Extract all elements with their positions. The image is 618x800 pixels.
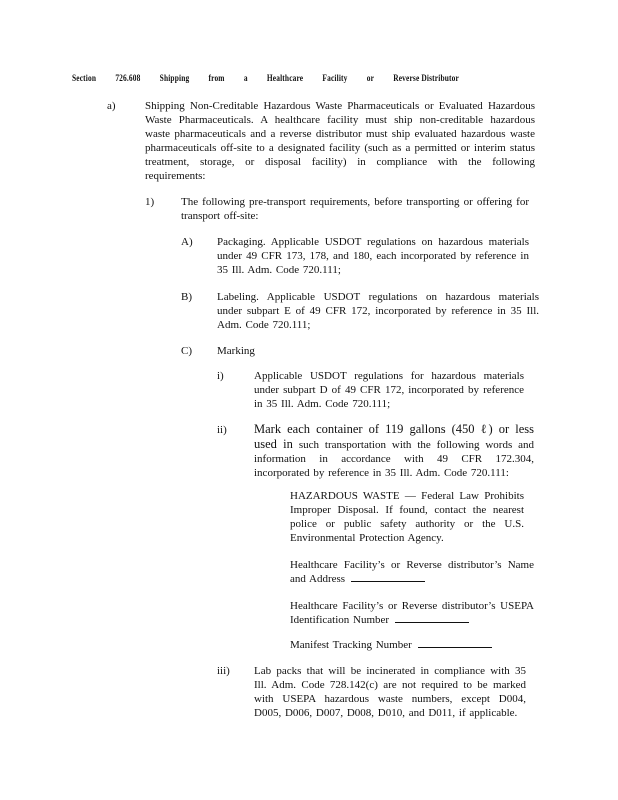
section-heading: [72, 74, 459, 84]
paragraph-i: Applicable USDOT regulations for hazardous materials under subpart D of 49 CFR 172, incorporated by reference in 35 Ill. Adm. Code 720.111;: [254, 370, 524, 410]
marker-C: C): [181, 345, 192, 357]
label-block-name-address: [290, 558, 534, 586]
paragraph-iii: Lab packs that will be incinerated in compliance with 35 Ill. Adm. Code 728.142(c) are not required to be marked with USEPA hazardous waste numbers, except D004, D005, D006, D007, D008, D010, and D011, if applicable.: [254, 665, 526, 719]
paragraph-A: Packaging. Applicable USDOT regulations on hazardous materials under 49 CFR 173, 178, and 180, each incorporated by reference in 35 Ill. Adm. Code 720.111;: [217, 236, 529, 276]
manifest-blank: [418, 638, 492, 648]
marker-1: 1): [145, 196, 155, 208]
section-title-3: a: [243, 74, 248, 84]
section-number: 726.608: [115, 74, 141, 84]
marker-B: B): [181, 291, 192, 303]
marker-A: A): [181, 236, 193, 248]
paragraph-a: Shipping Non-Creditable Hazardous Waste Pharmaceuticals or Evaluated Hazardous Waste Pharmaceuticals. A healthcare facility must ship non-creditable hazardous waste pharmaceuticals and a reverse distributor must ship evaluated hazardous waste pharmaceuticals off-site to a designated facility (such as a permitted or interim status treatment, storage, or disposal facility) in compliance with the following requirements:: [145, 100, 535, 182]
paragraph-ii: [254, 422, 534, 480]
section-title-4: Healthcare: [266, 74, 304, 84]
marker-i: i): [217, 370, 224, 382]
paragraph-B: Labeling. Applicable USDOT regulations on hazardous materials under subpart E of 49 CFR 172, incorporated by reference in 35 Ill. Adm. Code 720.111;: [217, 291, 539, 331]
label-block-warning: HAZARDOUS WASTE — Federal Law Prohibits Improper Disposal. If found, contact the nearest police or public safety authority or the U.S. Environmental Protection Agency.: [290, 490, 524, 544]
usepa-id-blank: [395, 613, 469, 623]
manifest-text: Manifest Tracking Number: [290, 639, 412, 651]
section-title-5: Facility: [322, 74, 348, 84]
section-label: Section: [72, 74, 97, 84]
paragraph-ii-rest: such transportation with the following words and information in accordance with 49 CFR 172.304, incorporated by reference in 35 Ill. Adm. Code 720.111:: [254, 439, 535, 479]
name-address-text: Healthcare Facility’s or Reverse distributor’s Name and Address: [290, 559, 534, 585]
label-block-manifest: [290, 638, 534, 652]
marker-ii: ii): [217, 424, 227, 436]
marker-a: a): [107, 100, 116, 112]
section-title-2: from: [208, 74, 225, 84]
marker-iii: iii): [217, 665, 230, 677]
paragraph-ii-lead: Mark each container of 119 gallons (450 ℓ) or less used in: [254, 422, 534, 451]
section-title-1: Shipping: [159, 74, 190, 84]
section-title-7: Reverse Distributor: [393, 74, 459, 84]
paragraph-C: Marking: [217, 345, 255, 357]
usepa-id-text: Healthcare Facility’s or Reverse distributor’s USEPA Identification Number: [290, 600, 534, 626]
label-block-usepa-id: [290, 599, 534, 627]
section-title-6: or: [366, 74, 375, 84]
paragraph-1: The following pre-transport requirements, before transporting or offering for transport off-site:: [181, 196, 529, 222]
name-address-blank: [351, 572, 425, 582]
